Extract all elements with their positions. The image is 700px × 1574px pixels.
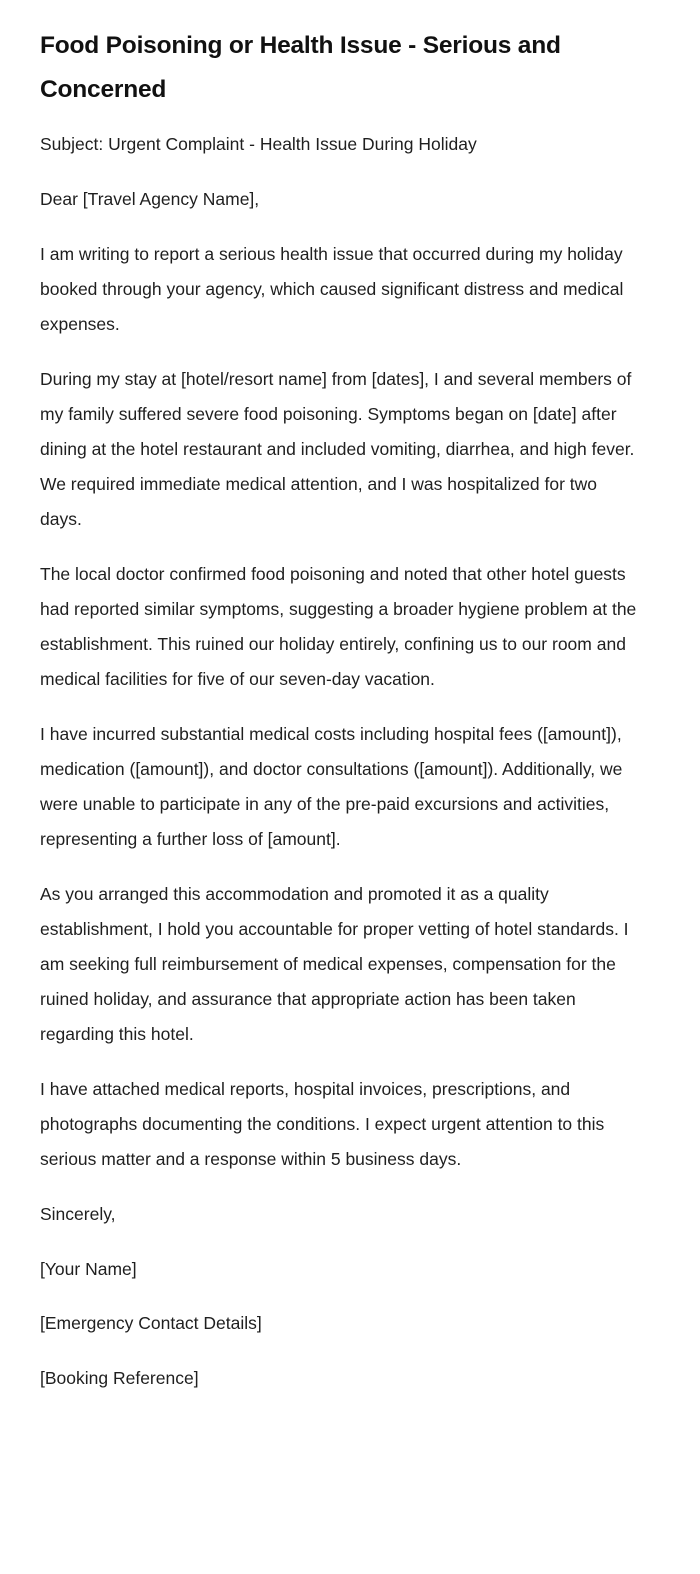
- paragraph-costs: I have incurred substantial medical costs including hospital fees ([amount]), medication ([amount]), and doctor consultations ([amount]). Additionally, we were unable to participate in any of the pre-paid excursions and activities, representing a further loss of [amount].: [40, 724, 623, 849]
- letter-closing: [40, 1197, 643, 1396]
- name-placeholder: [Your Name]: [40, 1258, 137, 1279]
- paragraph-intro: I am writing to report a serious health issue that occurred during my holiday booked through your agency, which caused significant distress and medical expenses.: [40, 244, 624, 334]
- subject-line: Subject: Urgent Complaint - Health Issue During Holiday: [40, 134, 477, 154]
- paragraph-attachments: I have attached medical reports, hospital invoices, prescriptions, and photographs documenting the conditions. I expect urgent attention to this serious matter and a response within 5 business days.: [40, 1079, 605, 1169]
- salutation: Dear [Travel Agency Name],: [40, 189, 260, 209]
- paragraph-incident: During my stay at [hotel/resort name] from [dates], I and several members of my family suffered severe food poisoning. Symptoms began on [date] after dining at the hotel restaurant and included vomiting, diarrhea, and high fever. We required immediate medical attention, and I was hospitalized for two days.: [40, 369, 635, 529]
- letter-title: Food Poisoning or Health Issue - Serious and Concerned: [40, 32, 561, 103]
- paragraph-accountability: As you arranged this accommodation and promoted it as a quality establishment, I hold you accountable for proper vetting of hotel standards. I am seeking full reimbursement of medical expenses, compensation for the ruined holiday, and assurance that appropriate action has been taken regarding this hotel.: [40, 884, 629, 1044]
- contact-placeholder: [Emergency Contact Details]: [40, 1313, 262, 1333]
- letter-body: [40, 127, 643, 1396]
- sign-off: Sincerely,: [40, 1204, 116, 1224]
- paragraph-doctor: The local doctor confirmed food poisoning and noted that other hotel guests had reported similar symptoms, suggesting a broader hygiene problem at the establishment. This ruined our holiday entirely, confining us to our room and medical facilities for five of our seven-day vacation.: [40, 564, 637, 689]
- booking-placeholder: [Booking Reference]: [40, 1367, 199, 1388]
